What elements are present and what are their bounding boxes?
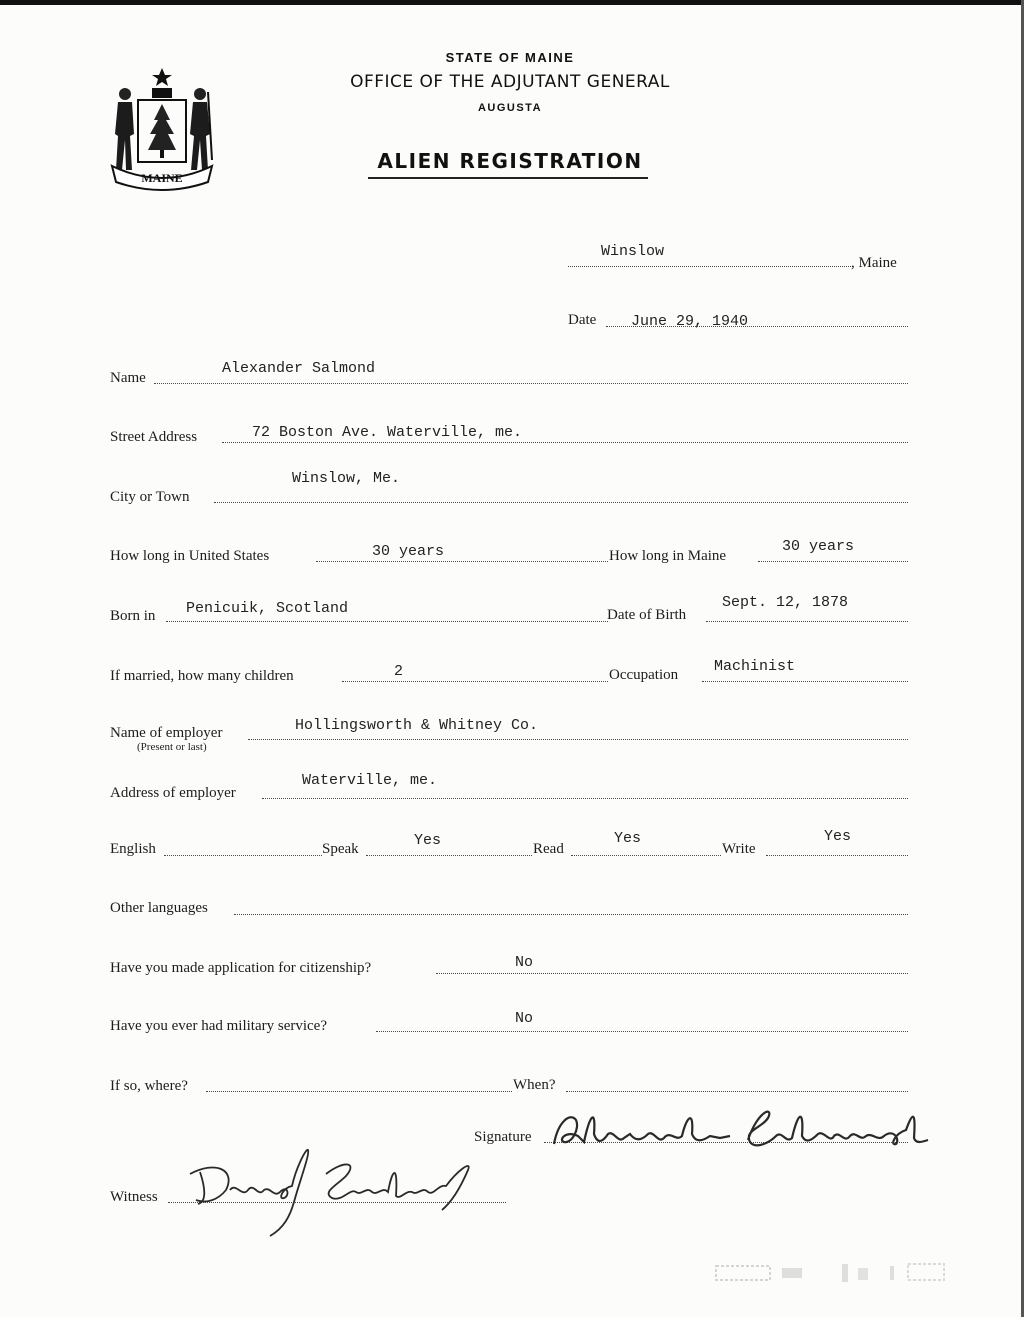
employer-address-dotted-line — [262, 798, 908, 799]
name-label: Name — [110, 370, 146, 386]
if-so-where-label: If so, where? — [110, 1078, 188, 1094]
date-label: Date — [568, 312, 597, 328]
registrant-signature — [544, 1100, 932, 1156]
maine-label: , Maine — [851, 255, 897, 271]
date-value: June 29, 1940 — [631, 313, 749, 330]
children-dotted-line — [342, 681, 608, 682]
other-languages-label: Other languages — [110, 900, 208, 916]
header-office: OFFICE OF THE ADJUTANT GENERAL — [350, 72, 670, 92]
military-label: Have you ever had military service? — [110, 1018, 327, 1034]
street-address-dotted-line — [222, 442, 908, 443]
when-label: When? — [513, 1077, 556, 1093]
read-dotted-line — [571, 855, 721, 856]
signature-label: Signature — [474, 1129, 532, 1145]
header-state: STATE OF MAINE — [445, 50, 575, 65]
town-value: Winslow — [601, 243, 665, 260]
born-in-dotted-line — [166, 621, 608, 622]
street-address-value: 72 Boston Ave. Waterville, me. — [252, 424, 523, 441]
write-label: Write — [722, 841, 756, 857]
born-in-value: Penicuik, Scotland — [186, 600, 349, 617]
read-label: Read — [533, 841, 564, 857]
title-underline — [368, 177, 648, 179]
english-label: English — [110, 841, 156, 857]
town-dotted-line — [568, 266, 851, 267]
citizenship-dotted-line — [436, 973, 908, 974]
scan-top-edge — [0, 0, 1024, 5]
occupation-label: Occupation — [609, 667, 679, 683]
city-town-dotted-line — [214, 502, 908, 503]
citizenship-value: No — [515, 954, 534, 971]
children-label: If married, how many children — [110, 668, 294, 684]
speak-label: Speak — [322, 841, 359, 857]
maine-state-seal-icon — [108, 64, 216, 192]
how-long-us-value: 30 years — [372, 543, 445, 560]
date-of-birth-value: Sept. 12, 1878 — [722, 594, 849, 611]
header-city: AUGUSTA — [477, 102, 543, 114]
citizenship-label: Have you made application for citizenship? — [110, 960, 372, 976]
speak-value: Yes — [414, 832, 442, 849]
date-of-birth-dotted-line — [706, 621, 908, 622]
read-value: Yes — [614, 830, 642, 847]
how-long-us-dotted-line — [316, 561, 608, 562]
witness-signature — [176, 1140, 496, 1240]
english-dotted-line — [164, 855, 322, 856]
if-so-where-dotted-line — [206, 1091, 512, 1092]
form-title: ALIEN REGISTRATION — [377, 149, 643, 173]
employer-name-value: Hollingsworth & Whitney Co. — [295, 717, 539, 734]
street-address-label: Street Address — [110, 429, 198, 445]
city-town-value: Winslow, Me. — [292, 470, 401, 487]
speak-dotted-line — [366, 855, 532, 856]
faint-stamp-mark — [712, 1258, 952, 1288]
employer-name-note: (Present or last) — [137, 741, 207, 753]
employer-address-label: Address of employer — [110, 785, 236, 801]
how-long-maine-value: 30 years — [782, 538, 855, 555]
witness-label: Witness — [110, 1189, 158, 1205]
name-value: Alexander Salmond — [222, 360, 376, 377]
born-in-label: Born in — [110, 608, 156, 624]
city-town-label: City or Town — [110, 489, 190, 505]
employer-name-dotted-line — [248, 739, 908, 740]
employer-name-label: Name of employer — [110, 725, 223, 741]
occupation-dotted-line — [702, 681, 908, 682]
write-dotted-line — [766, 855, 908, 856]
other-languages-dotted-line — [234, 914, 908, 915]
employer-address-value: Waterville, me. — [302, 772, 438, 789]
how-long-us-label: How long in United States — [110, 548, 270, 564]
date-of-birth-label: Date of Birth — [607, 607, 687, 623]
how-long-maine-dotted-line — [758, 561, 908, 562]
name-dotted-line — [154, 383, 908, 384]
military-dotted-line — [376, 1031, 908, 1032]
seal-banner-text: MAINE — [141, 171, 183, 185]
when-dotted-line — [566, 1091, 908, 1092]
children-value: 2 — [394, 663, 404, 680]
how-long-maine-label: How long in Maine — [609, 548, 727, 564]
occupation-value: Machinist — [714, 658, 796, 675]
military-value: No — [515, 1010, 534, 1027]
write-value: Yes — [824, 828, 852, 845]
